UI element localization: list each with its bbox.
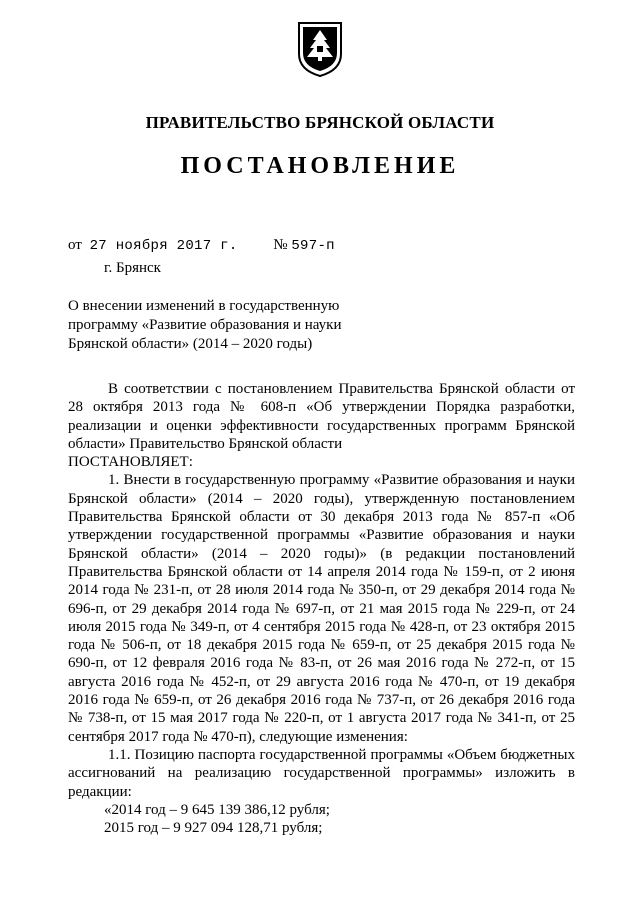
subject-line: О внесении изменений в государственную xyxy=(68,298,340,314)
date-number-line xyxy=(68,237,335,254)
document-body xyxy=(68,380,575,837)
subject-line: Брянской области» (2014 – 2020 годы) xyxy=(68,336,313,352)
document-number: 597-п xyxy=(291,238,335,254)
document-subject xyxy=(68,297,358,354)
funding-line: 2015 год – 9 927 094 128,71 рубля; xyxy=(104,820,323,837)
city: г. Брянск xyxy=(104,260,161,276)
funding-line: «2014 год – 9 645 139 386,12 рубля; xyxy=(104,801,330,818)
coat-of-arms-emblem xyxy=(296,20,344,78)
decree-word: ПОСТАНОВЛЯЕТ: xyxy=(68,454,193,471)
document-date: 27 ноября 2017 г. xyxy=(89,238,238,254)
subject-line: программу «Развитие образования и науки xyxy=(68,317,342,333)
item-1-1-paragraph: 1.1. Позицию паспорта государственной программы «Объем бюджетных ассигнований на реализацию государственной программы» изложить в редакции: xyxy=(68,746,575,800)
date-prefix: от xyxy=(68,237,82,253)
document-type-title: ПОСТАНОВЛЕНИЕ xyxy=(180,153,460,179)
item-1-paragraph: 1. Внести в государственную программу «Развитие образования и науки Брянской области» (2014 – 2020 годы), утвержденную постановлением Правительства Брянской области от 30 декабря 2013 года № 857-п «Об утверждении государственной программы «Развитие образования и науки Брянской области» (2014 – 2020 годы)» (в редакции постановлений Правительства Брянской области от 14 апреля 2014 года № 159-п, от 2 июня 2014 года № 231-п, от 28 июля 2014 года № 350-п, от 29 декабря 2014 года № 696-п, от 29 декабря 2014 года № 697-п, от 21 мая 2015 года № 229-п, от 24 июля 2015 года № 349-п, от 4 сентября 2015 года № 428-п, от 23 октября 2015 года № 506-п, от 18 декабря 2015 года № 659-п, от 25 декабря 2015 года № 690-п, от 12 февраля 2016 года № 83-п, от 26 мая 2016 года № 272-п, от 15 августа 2016 года № 452-п, от 29 августа 2016 года № 470-п, от 19 декабря 2016 года № 659-п, от 26 декабря 2016 года № 737-п, от 26 декабря 2016 года № 738-п, от 15 мая 2017 года № 220-п, от 1 августа 2017 года № 341-п, от 25 сентября 2017 года № 470-п), следующие изменения: xyxy=(68,472,575,745)
number-sign: № xyxy=(273,237,288,253)
organization-title: ПРАВИТЕЛЬСТВО БРЯНСКОЙ ОБЛАСТИ xyxy=(145,113,495,132)
preamble-paragraph: В соответствии с постановлением Правительства Брянской области от 28 октября 2013 года № 608-п «Об утверждении Порядка разработки, реализации и оценки эффективности государственных программ Брянской области» Правительство Брянской области xyxy=(68,381,575,452)
